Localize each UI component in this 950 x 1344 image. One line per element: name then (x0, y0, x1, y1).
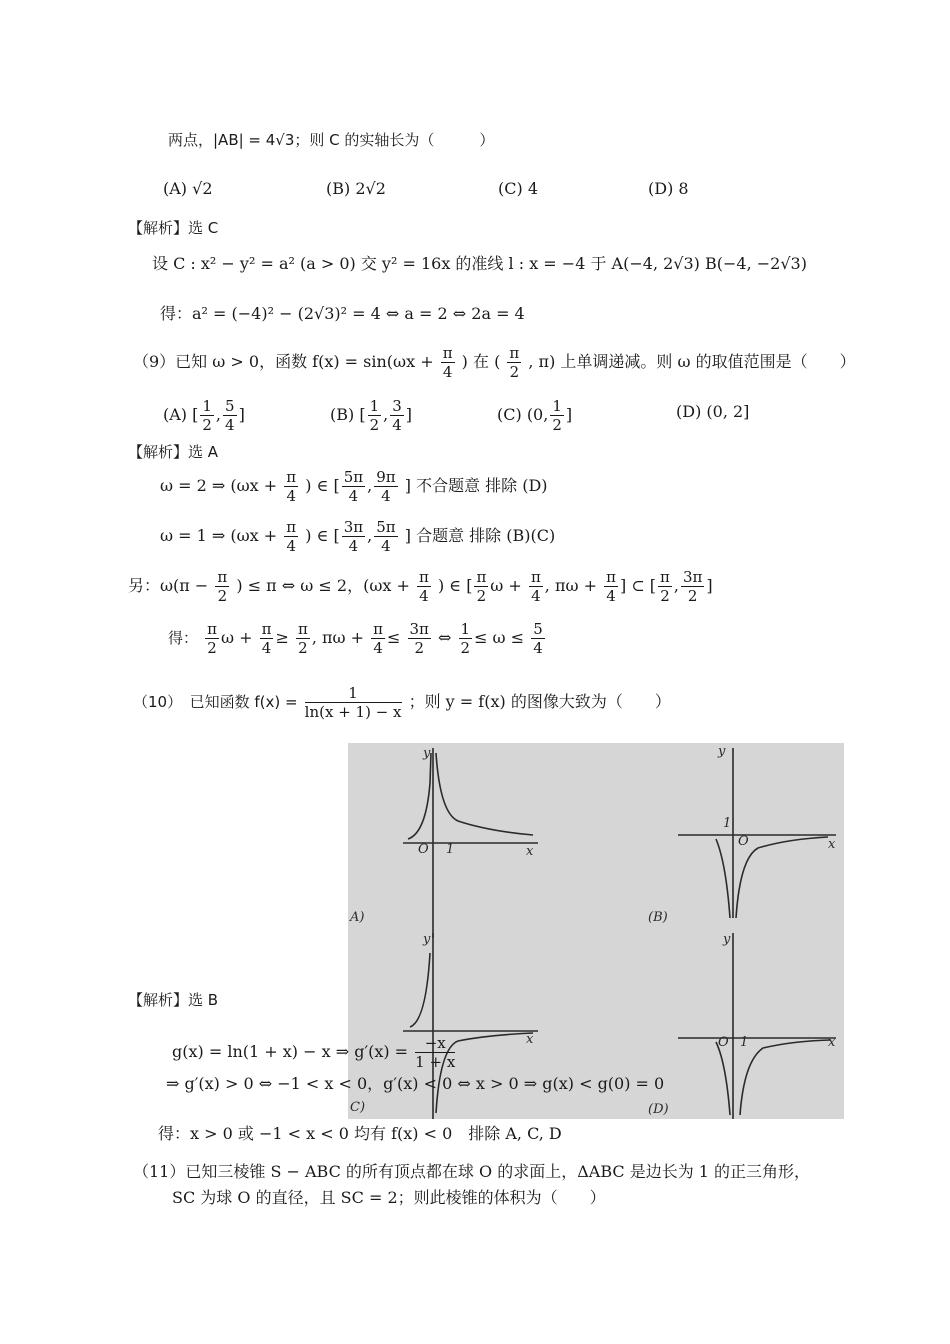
q9-solution-line-3: 另：ω(π − $\frac{\pi}{2}$ ) ≤ π ⇔ ω ≤ 2，(ωx + $\frac{\pi}{4}$ ) ∈ [ $\frac{\pi}{2}$ ω + $\frac{\pi}{4}$ , πω + $\frac{\pi}{4}$ ] ⊂ [ $\frac{\pi}{2}$ , $\frac{3\pi}{2}$ ] (128, 568, 713, 605)
graph-b-y-label: y (718, 744, 726, 759)
q9-option-d: (D) (0, 2] (676, 402, 750, 421)
q8-stem-end: 两点，|AB| = 4√3；则 C 的实轴长为（ ） (168, 131, 495, 149)
q10-stem: （10） 已知函数 f(x) = $\frac{1}{\ln(x + 1) - x}$ ；则 y = f(x) 的图像大致为（ ） (133, 684, 671, 721)
q8-solution-head: 【解析】选 C (128, 219, 219, 237)
graph-d-panel-label: (D) (648, 1102, 669, 1117)
graph-a-right-branch (436, 753, 533, 835)
graph-d-right-branch (740, 1040, 830, 1115)
graph-c-y-label: y (423, 932, 431, 947)
q9-option-a: (A) [ $\frac{1}{2}$ , $\frac{5}{4}$ ] (163, 397, 245, 434)
q10-solution-head: 【解析】选 B (128, 991, 219, 1009)
q10-solution-line-1: g(x) = ln(1 + x) − x ⇒ g′(x) = $\frac{-x}{1 + x}$ (172, 1034, 456, 1071)
q10-solution-line-2: ⇒ g′(x) > 0 ⇔ −1 < x < 0，g′(x) < 0 ⇔ x > 0 ⇒ g(x) < g(0) = 0 (166, 1074, 665, 1093)
q9-solution-head: 【解析】选 A (128, 443, 219, 461)
graph-d-left-branch (716, 1042, 730, 1115)
q10-solution-line-3: 得：x > 0 或 −1 < x < 0 均有 f(x) < 0 排除 A, C, D (158, 1124, 562, 1143)
q11-line-1: （11）已知三棱锥 S − ABC 的所有顶点都在球 O 的求面上，ΔABC 是边长为 1 的正三角形， (133, 1162, 811, 1181)
q9-solution-line-4: 得： $\frac{\pi}{2}$ ω + $\frac{\pi}{4}$ ≥ $\frac{\pi}{2}$ , πω + $\frac{\pi}{4}$ ≤ $\frac{3\pi}{2}$ ⇔ $\frac{1}{2}$ ≤ ω ≤ $\frac{5}{4}$ (168, 620, 543, 657)
graph-a-origin-label: O (418, 842, 429, 857)
graph-a-y-label: y (423, 746, 431, 761)
q8-solution-line-2: 得：a² = (−4)² − (2√3)² = 4 ⇔ a = 2 ⇔ 2a = 4 (160, 304, 525, 323)
graph-a-left-branch (408, 753, 431, 839)
graph-c-panel-label: C) (350, 1100, 366, 1115)
q11-line-2: SC 为球 O 的直径，且 SC = 2；则此棱锥的体积为（ ） (172, 1188, 606, 1207)
graph-a-x-label: x (526, 844, 534, 859)
graph-c-x-label: x (526, 1032, 534, 1047)
q8-solution-line-1: 设 C : x² − y² = a² (a > 0) 交 y² = 16x 的准线 l : x = −4 于 A(−4, 2√3) B(−4, −2√3) (152, 254, 807, 273)
graph-d-origin-label: O (718, 1035, 729, 1050)
graph-d-one-label: 1 (740, 1035, 749, 1050)
q9-solution-line-1: ω = 2 ⇒ (ωx + $\frac{\pi}{4}$ ) ∈ [ $\frac{5\pi}{4}$ , $\frac{9\pi}{4}$ ] 不合题意 排除 (D) (160, 468, 548, 505)
graph-d-x-label: x (828, 1035, 836, 1050)
graph-b-x-label: x (828, 837, 836, 852)
q9-stem: （9）已知 ω > 0，函数 f(x) = sin(ωx + $\frac{\pi}{4}$ ) 在 ( $\frac{\pi}{2}$ , π) 上单调递减。则 ω 的取值范围是（ ） (133, 344, 856, 381)
q8-option-c: (C) 4 (498, 179, 538, 198)
graph-a-panel-label: A) (350, 910, 365, 925)
q9-option-c: (C) (0, $\frac{1}{2}$ ] (497, 397, 573, 434)
q9-option-b: (B) [ $\frac{1}{2}$ , $\frac{3}{4}$ ] (330, 397, 413, 434)
graph-d-y-label: y (723, 932, 731, 947)
q9-solution-line-2: ω = 1 ⇒ (ωx + $\frac{\pi}{4}$ ) ∈ [ $\frac{3\pi}{4}$ , $\frac{5\pi}{4}$ ] 合题意 排除 (B)(C) (160, 518, 556, 555)
graph-b-left-branch (716, 839, 730, 918)
q8-option-a: (A) √2 (163, 179, 213, 198)
graph-b-right-branch (736, 837, 828, 918)
graph-b-panel-label: (B) (648, 910, 668, 925)
graph-b-one-label: 1 (723, 816, 732, 831)
q8-option-b: (B) 2√2 (326, 179, 386, 198)
q8-option-d: (D) 8 (648, 179, 689, 198)
graph-a-one-label: 1 (446, 842, 455, 857)
graph-c-left-branch (410, 953, 430, 1027)
graph-b-origin-label: O (738, 834, 749, 849)
